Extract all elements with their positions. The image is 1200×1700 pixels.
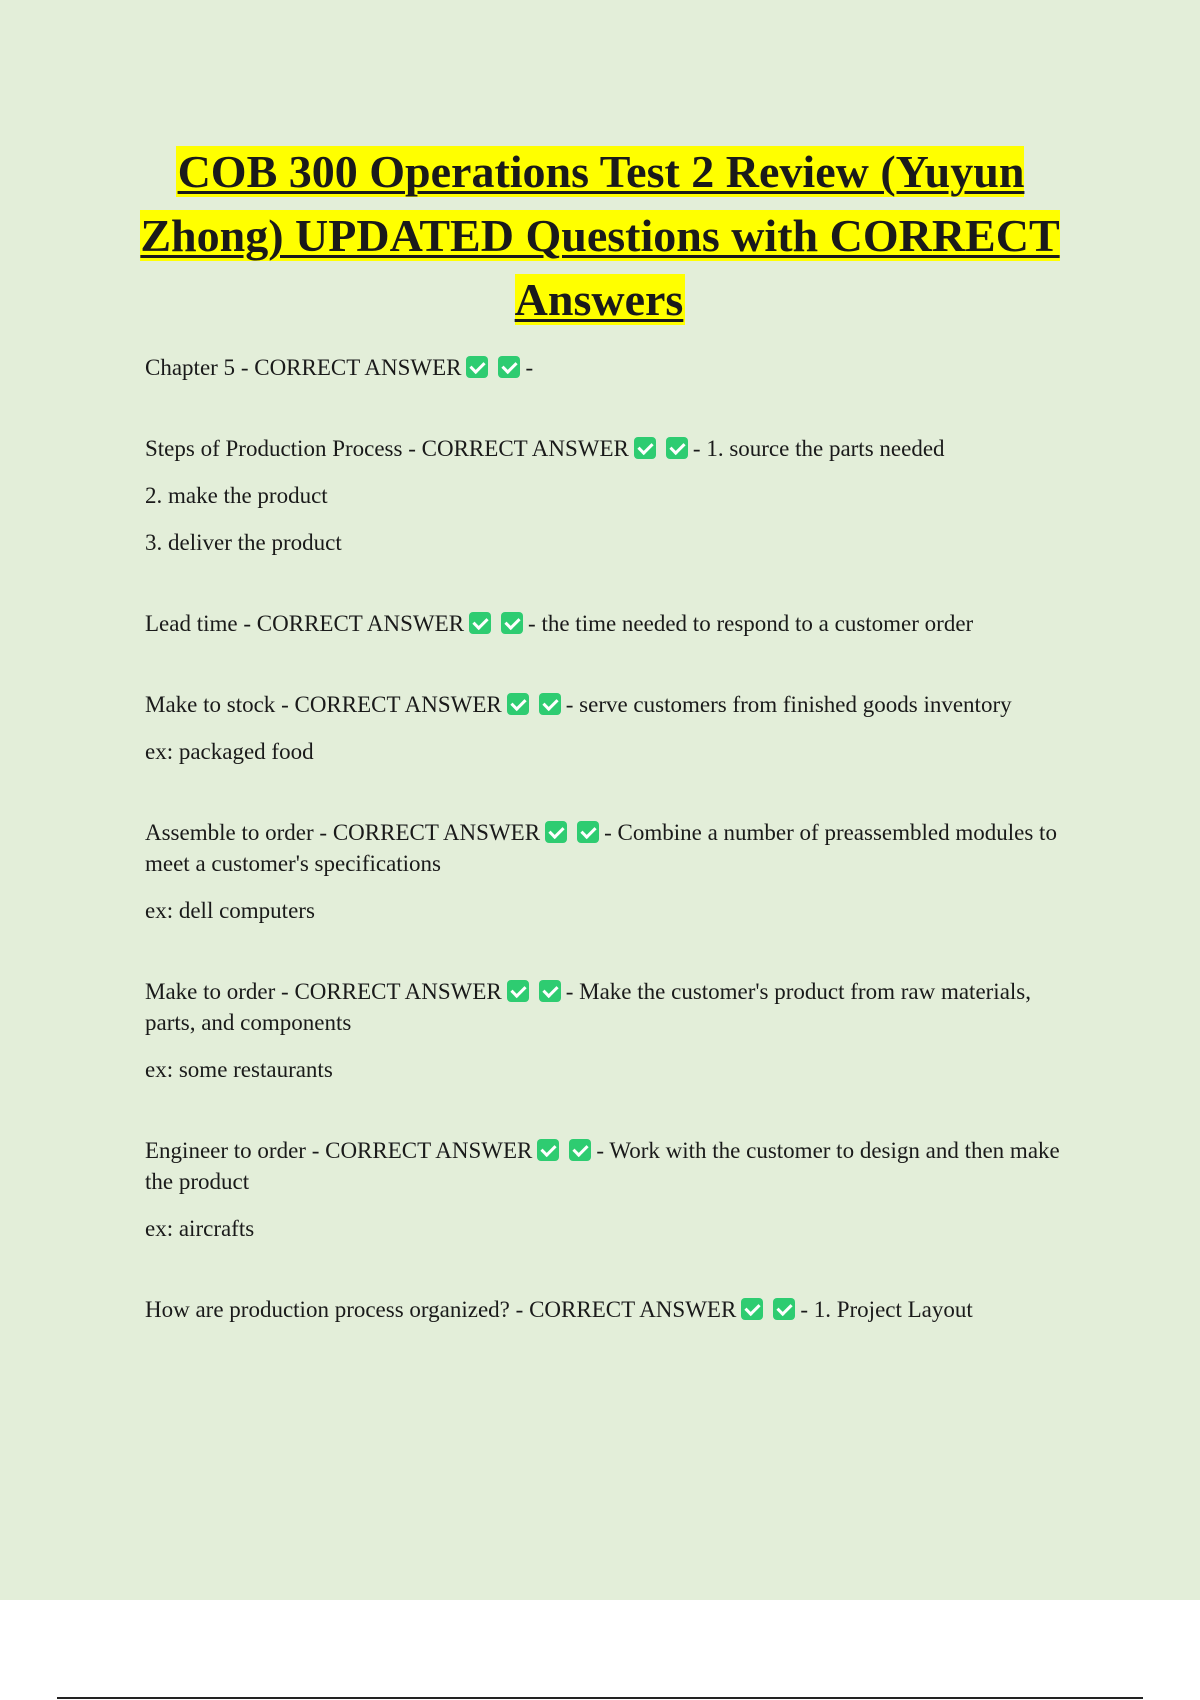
- qa-line: Engineer to order - CORRECT ANSWER - Work with the customer to design and then make the product: [145, 1138, 1060, 1194]
- answer-label: CORRECT ANSWER: [421, 436, 629, 461]
- qa-line: How are production process organized? - CORRECT ANSWER - 1. Project Layout: [145, 1297, 973, 1322]
- qa-extra-line: 3. deliver the product: [145, 530, 342, 555]
- qa-term: Make to order: [145, 979, 276, 1004]
- check-mark-icon: [501, 612, 523, 634]
- qa-entry: [145, 976, 1085, 1085]
- check-mark-icon: [773, 1298, 795, 1320]
- qa-term: Engineer to order: [145, 1138, 306, 1163]
- qa-extra-line: ex: packaged food: [145, 739, 314, 764]
- document-title: [100, 140, 1100, 332]
- qa-line: Assemble to order - CORRECT ANSWER - Combine a number of preassembled modules to meet a customer's specifications: [145, 820, 1057, 876]
- qa-extra-line: 2. make the product: [145, 483, 328, 508]
- qa-extra-line: ex: some restaurants: [145, 1057, 333, 1082]
- qa-term: Assemble to order: [145, 820, 314, 845]
- check-mark-icon: [469, 612, 491, 634]
- answer-label: CORRECT ANSWER: [256, 611, 465, 636]
- qa-term: Lead time: [145, 611, 238, 636]
- qa-entry: [145, 689, 1085, 767]
- qa-answer: 1. source the parts needed: [706, 436, 945, 461]
- qa-term: Chapter 5: [145, 355, 236, 380]
- check-mark-icon: [498, 356, 520, 378]
- check-mark-icon: [537, 1139, 559, 1161]
- check-mark-icon: [466, 356, 488, 378]
- check-mark-icon: [539, 693, 561, 715]
- qa-answer: 1. Project Layout: [813, 1297, 973, 1322]
- check-mark-icon: [741, 1298, 763, 1320]
- qa-entry: [145, 608, 1085, 639]
- qa-list: [145, 352, 1085, 1375]
- answer-label: CORRECT ANSWER: [294, 692, 502, 717]
- check-mark-icon: [666, 437, 688, 459]
- answer-label: CORRECT ANSWER: [294, 979, 502, 1004]
- qa-extra-line: ex: dell computers: [145, 898, 315, 923]
- answer-label: CORRECT ANSWER: [332, 820, 541, 845]
- qa-answer: Combine a number of preassembled modules to meet a customer's specifications: [145, 820, 1057, 876]
- document-title-text: COB 300 Operations Test 2 Review (Yuyun Zhong) UPDATED Questions with CORRECT Answers: [140, 146, 1060, 325]
- qa-answer: Work with the customer to design and then make the product: [145, 1138, 1060, 1194]
- qa-entry: [145, 352, 1085, 383]
- qa-answer: serve customers from finished goods inventory: [579, 692, 1012, 717]
- qa-line: Lead time - CORRECT ANSWER - the time needed to respond to a customer order: [145, 611, 974, 636]
- answer-label: CORRECT ANSWER: [529, 1297, 737, 1322]
- qa-term: How are production process organized?: [145, 1297, 510, 1322]
- qa-term: Make to stock: [145, 692, 276, 717]
- check-mark-icon: [577, 821, 599, 843]
- qa-line: Make to order - CORRECT ANSWER - Make the customer's product from raw materials, parts, and components: [145, 979, 1031, 1035]
- qa-line: Steps of Production Process - CORRECT ANSWER - 1. source the parts needed: [145, 436, 945, 461]
- check-mark-icon: [634, 437, 656, 459]
- check-mark-icon: [507, 980, 529, 1002]
- qa-extra-line: ex: aircrafts: [145, 1216, 255, 1241]
- check-mark-icon: [539, 980, 561, 1002]
- check-mark-icon: [507, 693, 529, 715]
- qa-entry: [145, 433, 1085, 558]
- answer-label: CORRECT ANSWER: [325, 1138, 533, 1163]
- qa-entry: [145, 1294, 1085, 1325]
- check-mark-icon: [545, 821, 567, 843]
- answer-label: CORRECT ANSWER: [254, 355, 462, 380]
- qa-answer: Make the customer's product from raw materials, parts, and components: [145, 979, 1031, 1035]
- qa-line: Make to stock - CORRECT ANSWER - serve customers from finished goods inventory: [145, 692, 1012, 717]
- qa-line: Chapter 5 - CORRECT ANSWER -: [145, 355, 534, 380]
- footer-divider: [57, 1697, 1143, 1699]
- qa-entry: [145, 817, 1085, 926]
- qa-entry: [145, 1135, 1085, 1244]
- check-mark-icon: [569, 1139, 591, 1161]
- qa-term: Steps of Production Process: [145, 436, 403, 461]
- qa-answer: the time needed to respond to a customer order: [541, 611, 974, 636]
